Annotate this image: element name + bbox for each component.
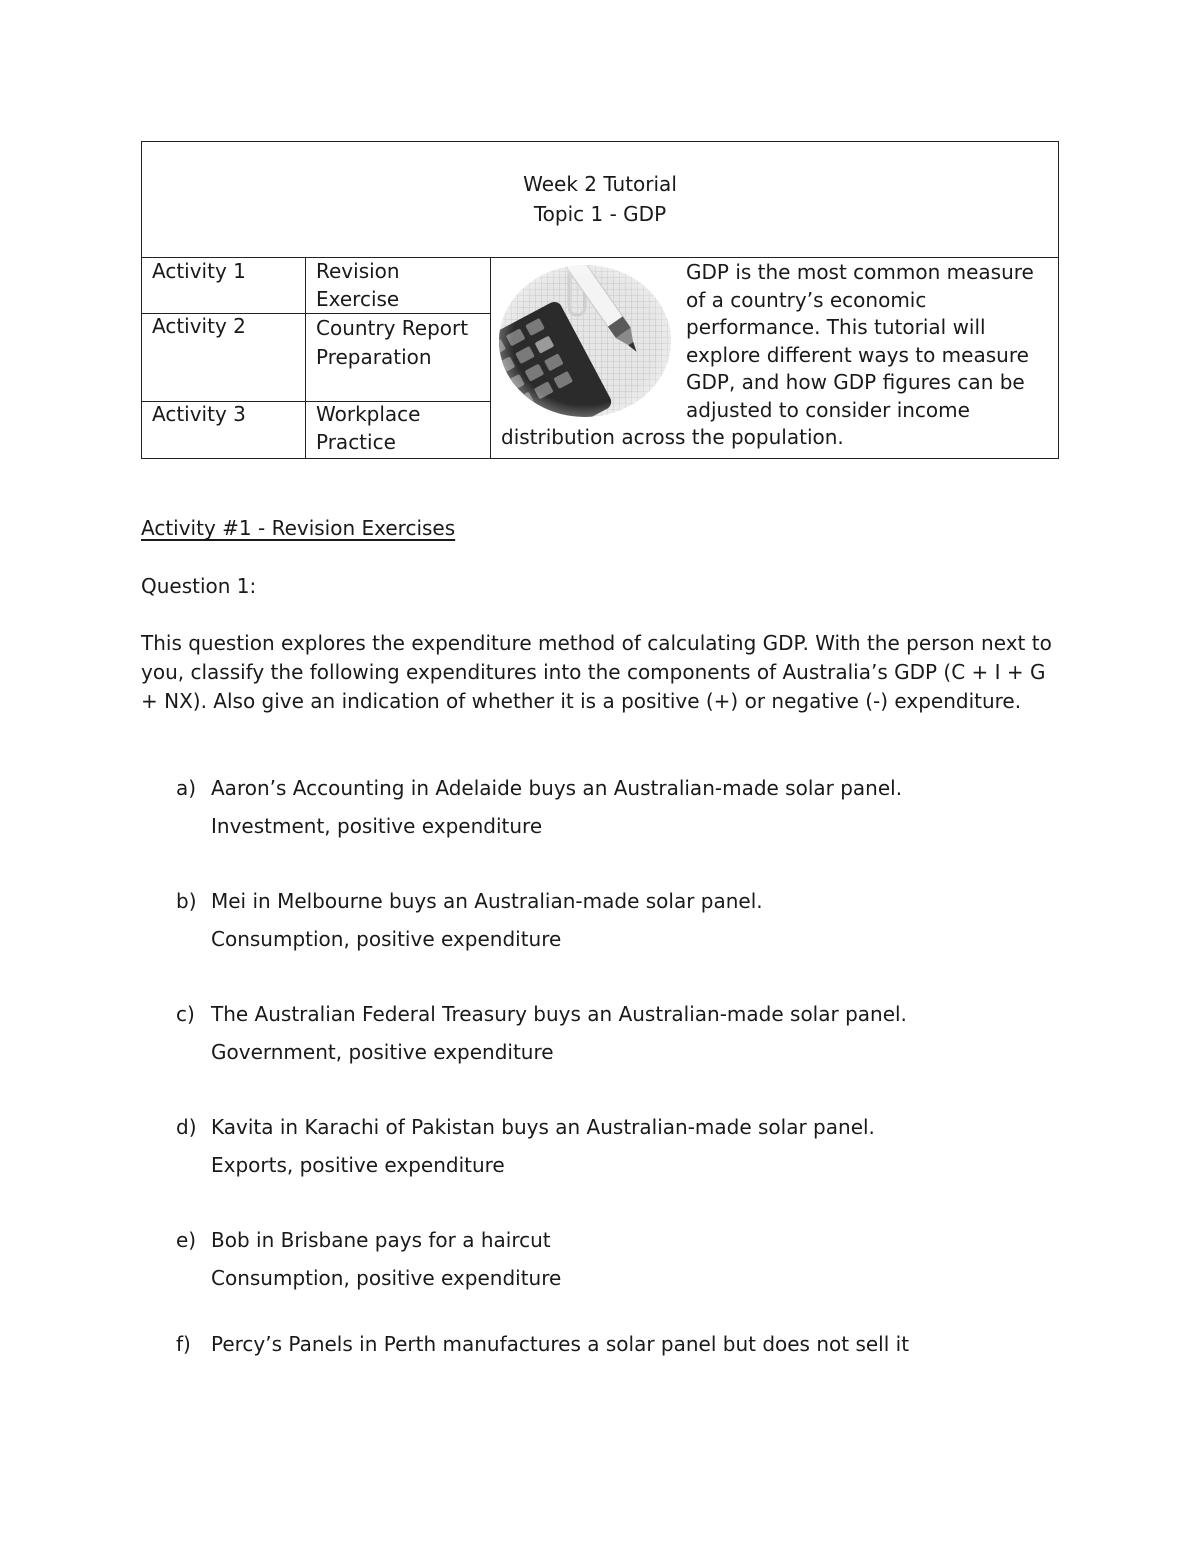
activity-1-description: Revision Exercise <box>316 259 400 311</box>
activity-2-description: Country Report Preparation <box>316 316 469 369</box>
topic-title: Topic 1 - GDP <box>533 202 667 226</box>
tutorial-title: Week 2 Tutorial <box>523 172 677 196</box>
item-answer: Consumption, positive expenditure <box>211 1266 562 1290</box>
item-text: The Australian Federal Treasury buys an Australian-made solar panel. <box>211 1002 907 1026</box>
item-letter: c) <box>176 1002 195 1026</box>
item-text: Mei in Melbourne buys an Australian-made solar panel. <box>211 889 763 913</box>
item-letter: a) <box>176 776 197 800</box>
question-1-heading: Question 1: <box>141 574 257 598</box>
item-text: Percy’s Panels in Perth manufactures a solar panel but does not sell it <box>211 1332 910 1356</box>
intro-paragraph: GDP is the most common measure of a country’s economic performance. This tutorial will explore different ways to measure GDP, and how GDP figures can be adjusted to consider income <box>686 260 1034 422</box>
activity-1-heading: Activity #1 - Revision Exercises <box>141 516 456 540</box>
column-divider <box>305 258 306 458</box>
calculator-pen-photo <box>499 265 671 417</box>
intro-paragraph-tail: distribution across the population. <box>501 425 844 449</box>
activity-2-label: Activity 2 <box>152 314 246 338</box>
item-text: Aaron’s Accounting in Adelaide buys an Australian-made solar panel. <box>211 776 903 800</box>
item-answer: Consumption, positive expenditure <box>211 927 562 951</box>
title-cell <box>142 142 1058 258</box>
item-letter: f) <box>176 1332 191 1356</box>
item-text: Kavita in Karachi of Pakistan buys an Australian-made solar panel. <box>211 1115 875 1139</box>
tutorial-header-table <box>141 141 1059 459</box>
column-divider <box>490 258 491 458</box>
activity-1-label: Activity 1 <box>152 259 246 283</box>
item-letter: e) <box>176 1228 197 1252</box>
calculator-pen-image <box>499 265 671 417</box>
item-text: Bob in Brisbane pays for a haircut <box>211 1228 551 1252</box>
question-1-text: This question explores the expenditure method of calculating GDP. With the person next to you, classify the following expenditures into the components of Australia’s GDP (C + I + G + NX). Also give an indication of whether it is a positive (+) or negative (-) expenditure. <box>141 631 1052 713</box>
item-letter: b) <box>176 889 197 913</box>
item-answer: Government, positive expenditure <box>211 1040 554 1064</box>
item-answer: Exports, positive expenditure <box>211 1153 505 1177</box>
item-letter: d) <box>176 1115 197 1139</box>
activity-3-description: Workplace Practice <box>316 402 421 454</box>
activity-3-label: Activity 3 <box>152 402 246 426</box>
item-answer: Investment, positive expenditure <box>211 814 543 838</box>
